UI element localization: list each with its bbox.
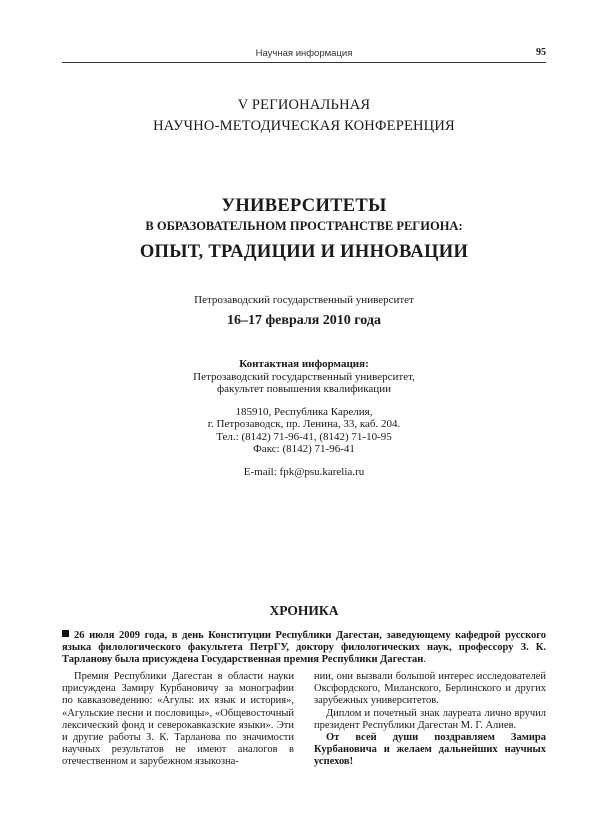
contact-phone: Тел.: (8142) 71-96-41, (8142) 71-10-95 xyxy=(216,430,392,443)
contact-email: E-mail: fpk@psu.karelia.ru xyxy=(243,465,365,478)
contact-address-1: 185910, Республика Карелия, xyxy=(235,405,373,418)
chronicle-lead xyxy=(62,630,546,666)
chronicle-lead-text: 26 июля 2009 года, в день Конституции Республики Дагестан, заведующему кафедрой русского языка филологического факультета ПетрГУ, доктору филологических наук, профессору З. К. Тарланову была присуждена Государственная премия Республики Дагестан xyxy=(62,630,546,665)
chronicle-column-left xyxy=(62,671,294,769)
conference-title: УНИВЕРСИТЕТЫ xyxy=(221,196,387,216)
conference-subtitle: В ОБРАЗОВАТЕЛЬНОМ ПРОСТРАНСТВЕ РЕГИОНА: xyxy=(145,219,463,233)
contact-org-2: факультет повышения квалификации xyxy=(217,383,391,395)
conference-dates: 16–17 февраля 2010 года xyxy=(227,313,381,328)
contact-fax: Факс: (8142) 71-96-41 xyxy=(253,443,355,455)
chronicle-column-right xyxy=(314,671,546,769)
bullet-square-icon xyxy=(62,630,69,637)
chronicle-paragraph: Премия Республики Дагестан в области науки присуждена Замиру Курбановичу за монографии по кавказоведению: «Агулы: их язык и история», «Агульские песни и пословицы», «Общевосточный лексический фонд и северокавказские языки». Эти и другие работы З. К. Тарланова по значимости научных результатов не имеют аналогов в отечественном и зарубежном языкозна- xyxy=(62,671,294,768)
conference-title-2: ОПЫТ, ТРАДИЦИИ И ИННОВАЦИИ xyxy=(139,242,469,262)
contact-heading: Контактная информация: xyxy=(239,358,369,370)
chronicle-paragraph: Диплом и почетный знак лауреата лично вручил президент Республики Дагестан М. Г. Алиев. xyxy=(314,707,546,731)
conference-line-1: V РЕГИОНАЛЬНАЯ xyxy=(237,97,371,113)
contact-org-1: Петрозаводский государственный университет, xyxy=(193,370,415,383)
chronicle-paragraph: нии, они вызвали большой интерес исследователей Оксфордского, Миланского, Берлинского и других зарубежных университетов. xyxy=(314,671,546,707)
chronicle-congratulation: От всей души поздравляем Замира Курбановича и желаем дальнейших научных успехов! xyxy=(314,732,546,768)
chronicle-lead-tail: . xyxy=(423,654,426,665)
header-divider xyxy=(62,62,546,63)
page-number: 95 xyxy=(536,47,546,58)
contact-address-2: г. Петрозаводск, пр. Ленина, 33, каб. 204. xyxy=(207,418,401,430)
running-header: Научная информация xyxy=(255,48,353,59)
host-university: Петрозаводский государственный университет xyxy=(194,294,414,306)
conference-line-2: НАУЧНО-МЕТОДИЧЕСКАЯ КОНФЕРЕНЦИЯ xyxy=(153,118,455,134)
contact-block xyxy=(62,358,546,478)
chronicle-title: ХРОНИКА xyxy=(269,603,339,618)
